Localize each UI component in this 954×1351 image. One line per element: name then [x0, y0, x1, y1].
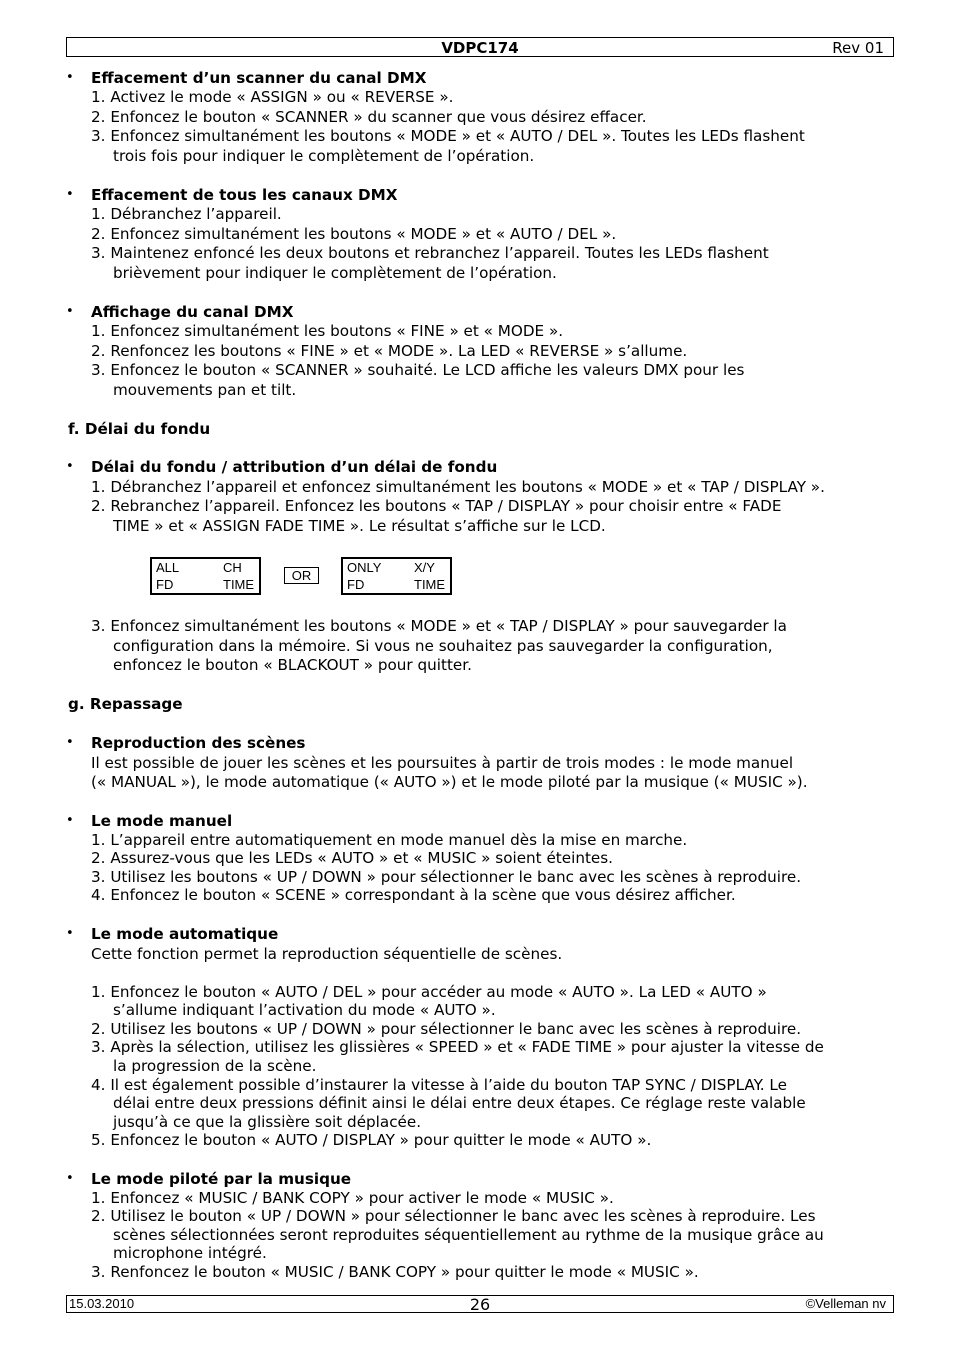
section-title-erase-all: Effacement de tous les canaux DMX — [91, 186, 398, 204]
bullet: • — [66, 304, 74, 319]
or-label: OR — [284, 567, 319, 584]
page-footer — [66, 1295, 894, 1313]
step-continuation: TIME » et « ASSIGN FADE TIME ». Le résultat s’affiche sur le LCD. — [113, 517, 606, 535]
bullet: • — [66, 70, 74, 85]
lcd-text: CH — [223, 560, 242, 575]
step: 1. Enfoncez simultanément les boutons « FINE » et « MODE ». — [91, 322, 564, 340]
revision-label: Rev 01 — [832, 39, 884, 57]
step-continuation: mouvements pan et tilt. — [113, 381, 297, 399]
section-title-erase-scanner: Effacement d’un scanner du canal DMX — [91, 69, 427, 87]
step: 4. Enfoncez le bouton « SCENE » correspondant à la scène que vous désirez afficher. — [91, 886, 736, 904]
paragraph-line: Cette fonction permet la reproduction séquentielle de scènes. — [91, 945, 563, 963]
page-header — [66, 37, 894, 57]
lcd-display-left — [150, 557, 261, 595]
step: 3. Après la sélection, utilisez les glissières « SPEED » et « FADE TIME » pour ajuster la vitesse de — [91, 1038, 824, 1056]
step: 2. Enfoncez simultanément les boutons « MODE » et « AUTO / DEL ». — [91, 225, 617, 243]
bullet: • — [66, 813, 74, 828]
section-title-auto: Le mode automatique — [91, 925, 279, 943]
step: 1. Débranchez l’appareil. — [91, 205, 282, 223]
step: 2. Utilisez le bouton « UP / DOWN » pour sélectionner le banc avec les scènes à reproduire. Les — [91, 1207, 816, 1225]
step: 2. Assurez-vous que les LEDs « AUTO » et « MUSIC » soient éteintes. — [91, 849, 613, 867]
lcd-text: ALL — [156, 560, 180, 575]
model-name: VDPC174 — [441, 39, 519, 57]
step-continuation: délai entre deux pressions définit ainsi le délai entre deux étapes. Ce réglage reste valable — [113, 1094, 806, 1112]
step-continuation: microphone intégré. — [113, 1244, 267, 1262]
step: 2. Enfoncez le bouton « SCANNER » du scanner que vous désirez effacer. — [91, 108, 647, 126]
step: 4. Il est également possible d’instaurer la vitesse à l’aide du bouton TAP SYNC / DISPLAY. Le — [91, 1076, 787, 1094]
step: 1. Débranchez l’appareil et enfoncez simultanément les boutons « MODE » et « TAP / DISPLAY ». — [91, 478, 825, 496]
footer-date: 15.03.2010 — [69, 1296, 135, 1311]
bullet: • — [66, 735, 74, 750]
step: 3. Enfoncez le bouton « SCANNER » souhaité. Le LCD affiche les valeurs DMX pour les — [91, 361, 745, 379]
lcd-text: TIME — [414, 577, 446, 592]
step: 1. L’appareil entre automatiquement en mode manuel dès la mise en marche. — [91, 831, 688, 849]
step-continuation: jusqu’à ce que la glissière soit déplacée. — [113, 1113, 422, 1131]
lcd-text: TIME — [223, 577, 255, 592]
section-title-fade: Délai du fondu / attribution d’un délai de fondu — [91, 458, 498, 476]
lcd-display-right — [341, 557, 452, 595]
lcd-text: FD — [347, 577, 365, 592]
step: 1. Enfoncez « MUSIC / BANK COPY » pour activer le mode « MUSIC ». — [91, 1189, 614, 1207]
bullet: • — [66, 926, 74, 941]
step: 3. Maintenez enfoncé les deux boutons et rebranchez l’appareil. Toutes les LEDs flashent — [91, 244, 769, 262]
lcd-text: ONLY — [347, 560, 382, 575]
step-continuation: s’allume indiquant l’activation du mode « AUTO ». — [113, 1001, 496, 1019]
step-continuation: brièvement pour indiquer le complètement de l’opération. — [113, 264, 557, 282]
step: 3. Enfoncez simultanément les boutons « MODE » et « TAP / DISPLAY » pour sauvegarder la — [91, 617, 787, 635]
section-title-music: Le mode piloté par la musique — [91, 1170, 352, 1188]
step-continuation: enfoncez le bouton « BLACKOUT » pour quitter. — [113, 656, 472, 674]
step-continuation: trois fois pour indiquer le complètement de l’opération. — [113, 147, 535, 165]
bullet: • — [66, 459, 74, 474]
heading-fade: f. Délai du fondu — [68, 420, 211, 438]
step: 5. Enfoncez le bouton « AUTO / DISPLAY » pour quitter le mode « AUTO ». — [91, 1131, 652, 1149]
step: 3. Enfoncez simultanément les boutons « MODE » et « AUTO / DEL ». Toutes les LEDs flashent — [91, 127, 805, 145]
section-title-manual: Le mode manuel — [91, 812, 233, 830]
step: 1. Activez le mode « ASSIGN » ou « REVERSE ». — [91, 88, 454, 106]
paragraph-line: Il est possible de jouer les scènes et les poursuites à partir de trois modes : le mode manuel — [91, 754, 794, 772]
step: 3. Renfoncez le bouton « MUSIC / BANK COPY » pour quitter le mode « MUSIC ». — [91, 1263, 699, 1281]
step-continuation: scènes sélectionnées seront reproduites séquentiellement au rythme de la musique grâce au — [113, 1226, 824, 1244]
bullet: • — [66, 1171, 74, 1186]
section-title-display-channel: Affichage du canal DMX — [91, 303, 294, 321]
step-continuation: configuration dans la mémoire. Si vous ne souhaitez pas sauvegarder la configuration, — [113, 637, 773, 655]
step-continuation: la progression de la scène. — [113, 1057, 317, 1075]
section-title-scenes: Reproduction des scènes — [91, 734, 306, 752]
paragraph-line: (« MANUAL »), le mode automatique (« AUTO ») et le mode piloté par la musique (« MUSIC »). — [91, 773, 808, 791]
lcd-text: X/Y — [414, 560, 435, 575]
step: 3. Utilisez les boutons « UP / DOWN » pour sélectionner le banc avec les scènes à reproduire. — [91, 868, 802, 886]
step: 2. Rebranchez l’appareil. Enfoncez les boutons « TAP / DISPLAY » pour choisir entre « FADE — [91, 497, 782, 515]
heading-playback: g. Repassage — [68, 695, 183, 713]
lcd-text: FD — [156, 577, 174, 592]
step: 1. Enfoncez le bouton « AUTO / DEL » pour accéder au mode « AUTO ». La LED « AUTO » — [91, 983, 767, 1001]
bullet: • — [66, 187, 74, 202]
footer-copyright: ©Velleman nv — [805, 1296, 886, 1311]
page-number: 26 — [469, 1295, 491, 1314]
step: 2. Renfoncez les boutons « FINE » et « MODE ». La LED « REVERSE » s’allume. — [91, 342, 688, 360]
step: 2. Utilisez les boutons « UP / DOWN » pour sélectionner le banc avec les scènes à reproduire. — [91, 1020, 802, 1038]
